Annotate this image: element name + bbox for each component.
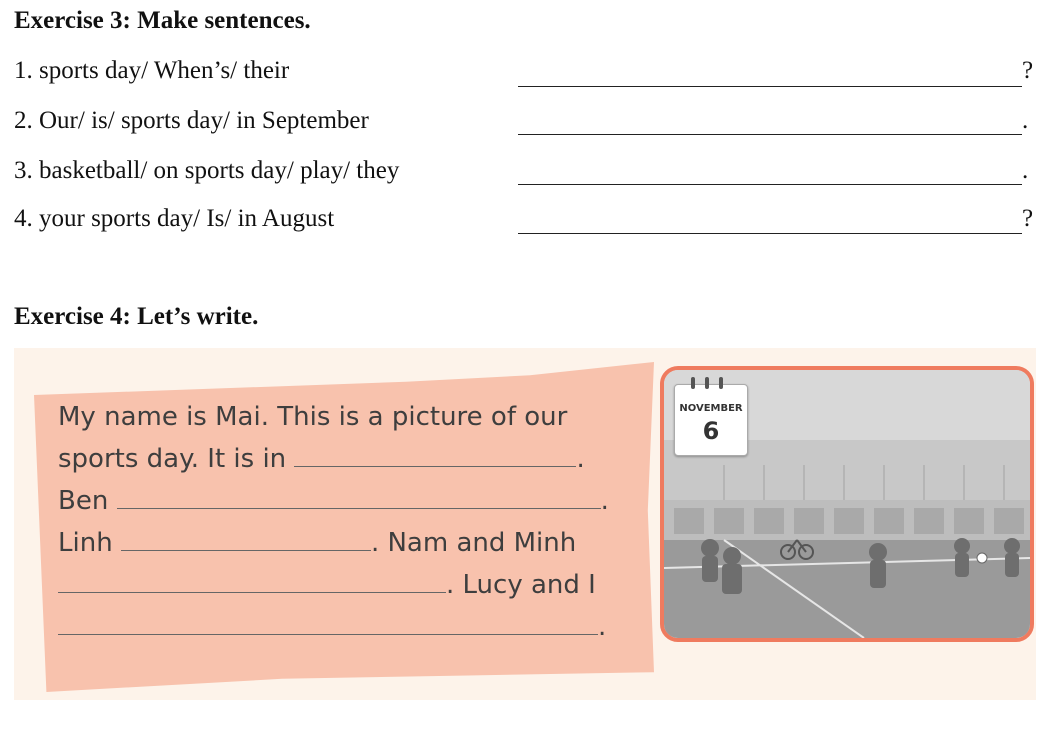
answer-line-4[interactable] bbox=[518, 233, 1022, 234]
note-line-2 bbox=[58, 442, 585, 476]
blank-lucy-and-i[interactable] bbox=[58, 610, 598, 635]
exercise-3-item-2: 2. Our/ is/ sports day/ in September bbox=[14, 107, 369, 134]
note-line-2-text: sports day. It is in bbox=[58, 444, 287, 474]
end-punctuation-3: . bbox=[1022, 157, 1029, 184]
end-punctuation-1: ? bbox=[1022, 57, 1034, 84]
blank-month[interactable] bbox=[294, 442, 576, 467]
note-line-4-end: . Nam and Minh bbox=[370, 528, 577, 558]
exercise-3-item-3: 3. basketball/ on sports day/ play/ they bbox=[14, 157, 400, 184]
note-line-3-text: Ben bbox=[58, 486, 109, 516]
exercise-4-title: Exercise 4: Let’s write. bbox=[14, 303, 259, 330]
end-punctuation-2: . bbox=[1022, 107, 1029, 134]
exercise-3-item-4: 4. your sports day/ Is/ in August bbox=[14, 205, 335, 232]
blank-ben[interactable] bbox=[117, 484, 601, 509]
note-line-6 bbox=[58, 610, 606, 644]
note-line-3 bbox=[58, 484, 609, 518]
calendar-rings bbox=[687, 377, 737, 389]
note-line-4-text: Linh bbox=[58, 528, 113, 558]
calendar-month: NOVEMBER bbox=[679, 403, 743, 414]
blank-nam-minh[interactable] bbox=[58, 568, 446, 593]
note-line-4 bbox=[58, 526, 576, 560]
exercise-3-title: Exercise 3: Make sentences. bbox=[14, 7, 311, 34]
note-line-2-end: . bbox=[576, 444, 585, 474]
answer-line-1[interactable] bbox=[518, 86, 1022, 87]
sports-day-picture bbox=[660, 366, 1034, 642]
calendar-icon bbox=[674, 384, 748, 456]
note-line-1 bbox=[58, 400, 567, 434]
exercise-4-card bbox=[14, 348, 1036, 700]
end-punctuation-4: ? bbox=[1022, 205, 1034, 232]
note-line-3-end: . bbox=[600, 486, 609, 516]
note-line-1-text: My name is Mai. This is a picture of our bbox=[58, 402, 568, 432]
answer-line-2[interactable] bbox=[518, 134, 1022, 135]
exercise-3-item-1: 1. sports day/ When’s/ their bbox=[14, 57, 290, 84]
note-line-5 bbox=[58, 568, 596, 602]
answer-line-3[interactable] bbox=[518, 184, 1022, 185]
note-line-6-end: . bbox=[598, 612, 607, 642]
note-line-5-end: . Lucy and I bbox=[446, 570, 596, 600]
blank-linh[interactable] bbox=[121, 526, 371, 551]
calendar-day: 6 bbox=[702, 417, 720, 445]
